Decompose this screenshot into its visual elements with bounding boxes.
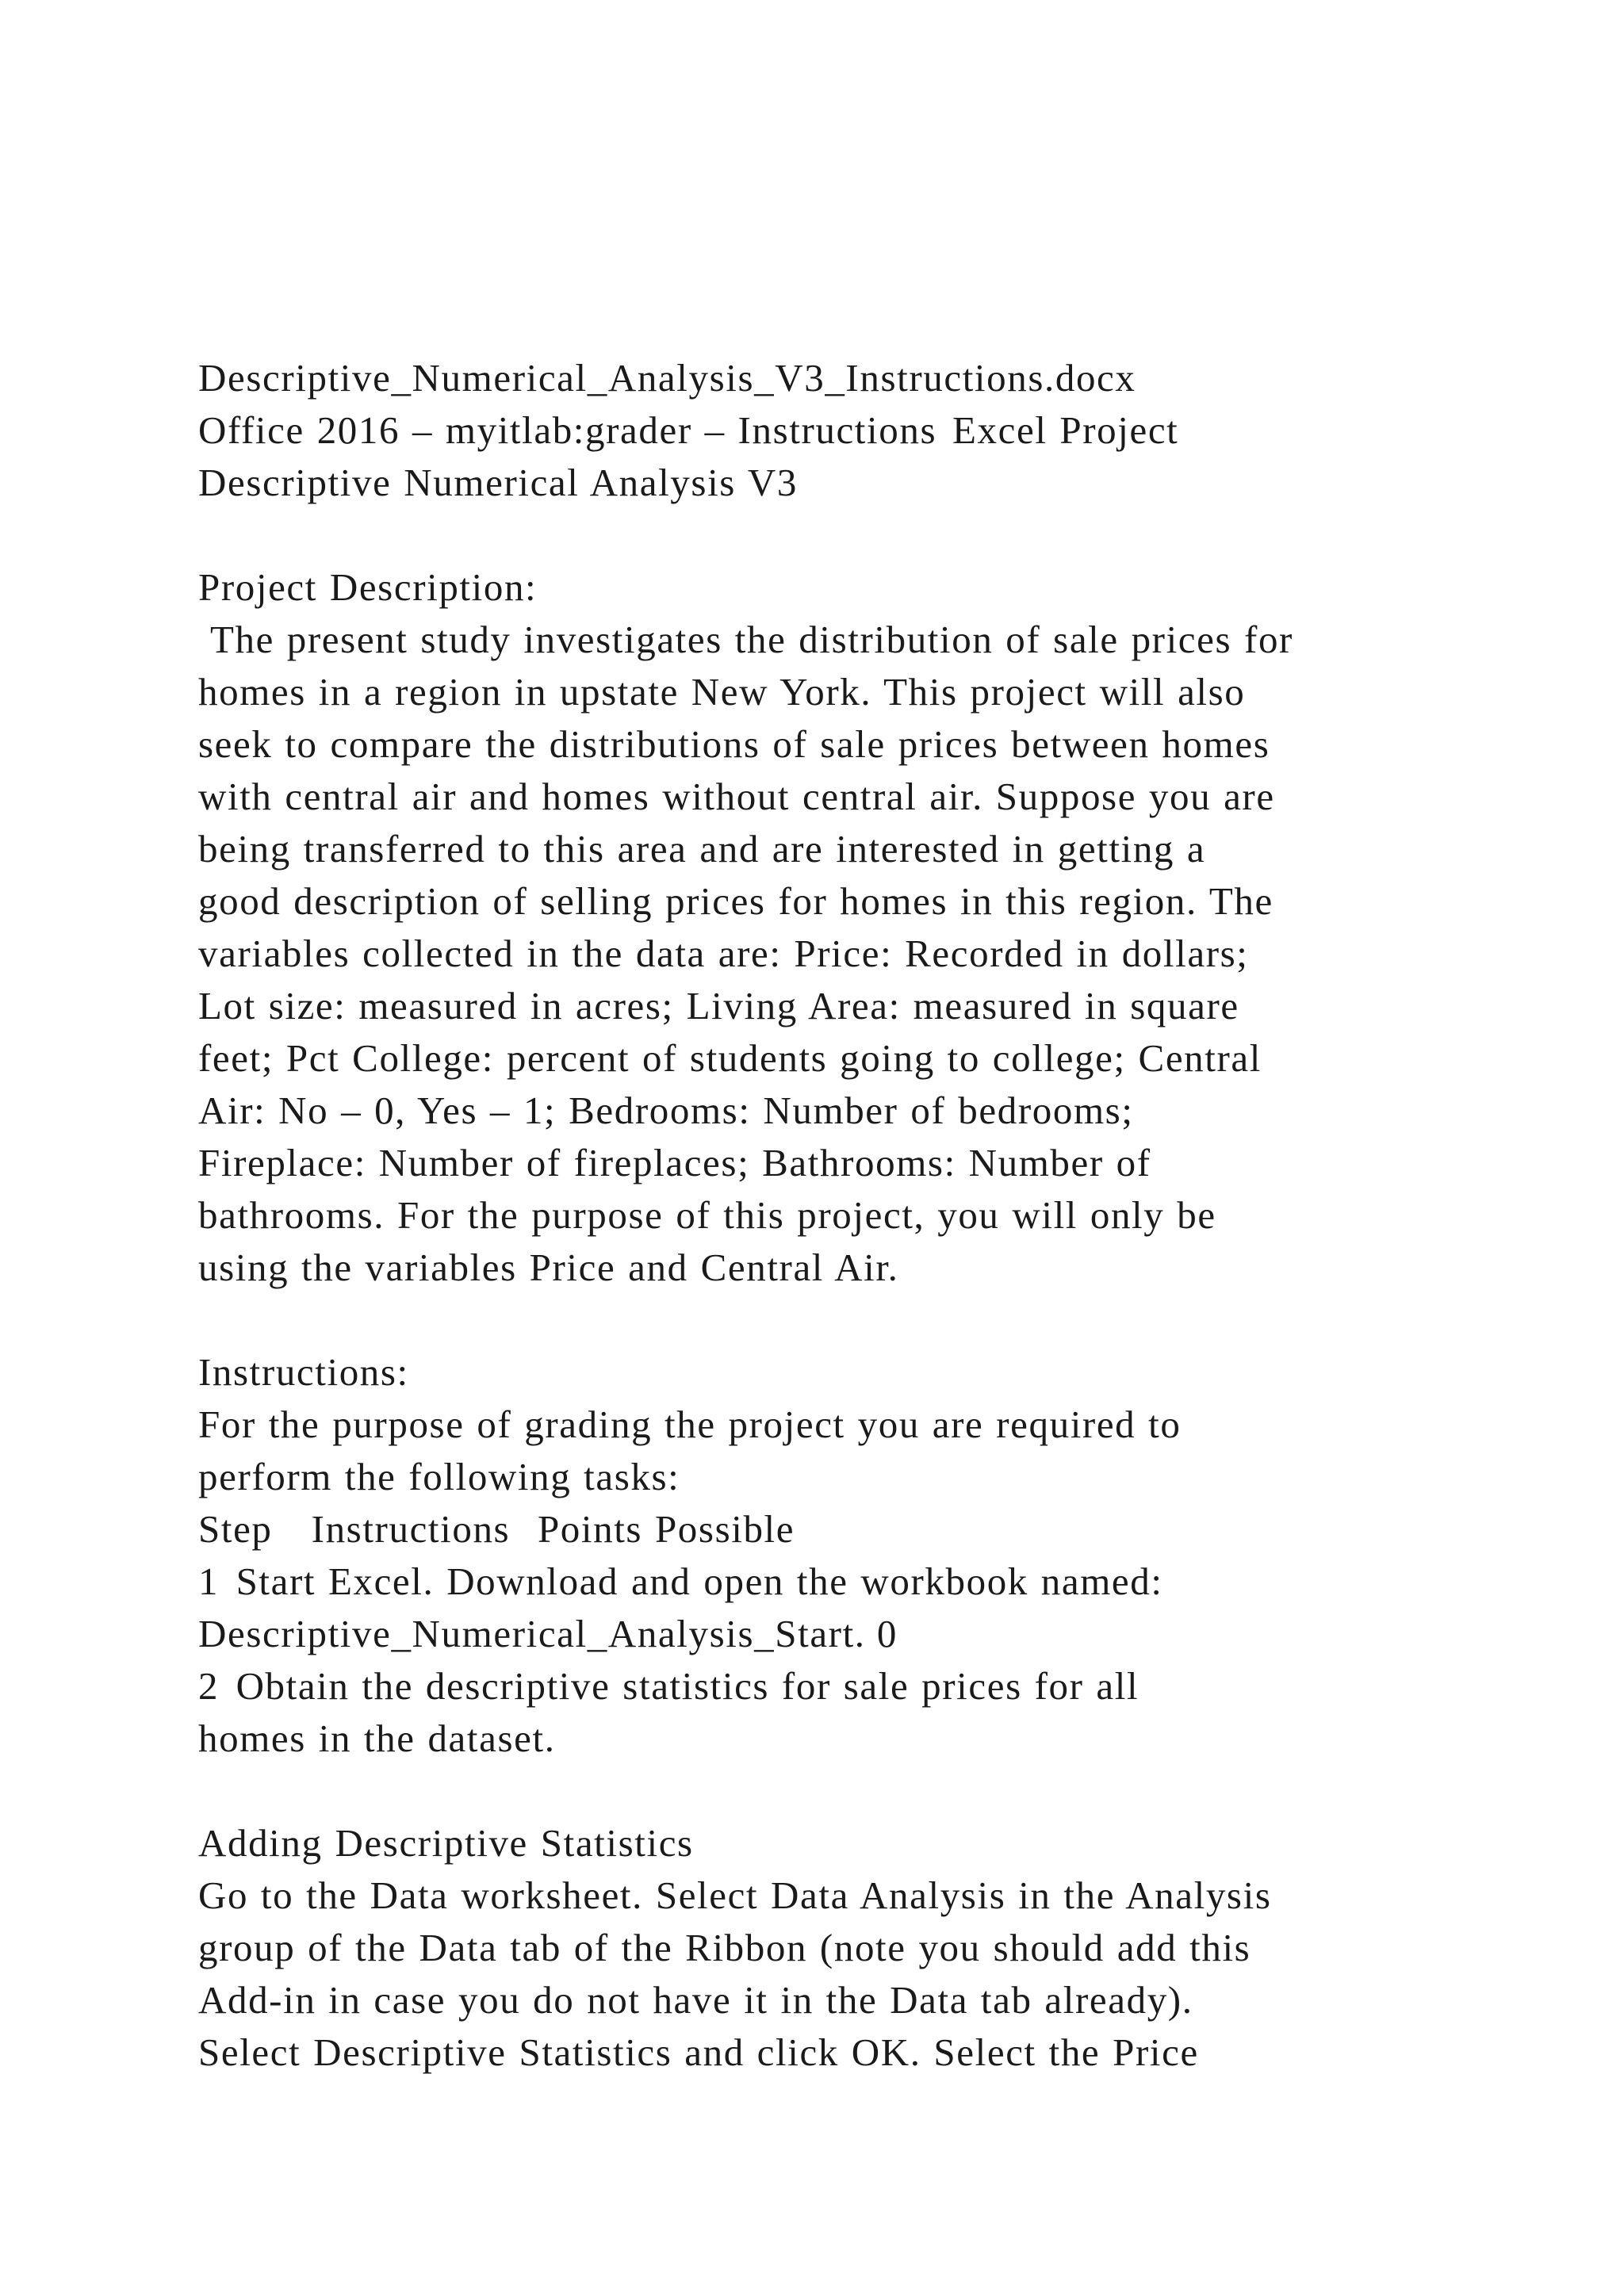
instructions-step-header: Step Instructions Points Possible	[198, 1507, 795, 1551]
instructions-text	[198, 1399, 1562, 1765]
adding-statistics-line: group of the Data tab of the Ribbon (note you should add this	[198, 1926, 1251, 1969]
project-description-text	[198, 614, 1562, 1294]
project-description-line: Lot size: measured in acres; Living Area: measured in square	[198, 984, 1239, 1027]
project-description-heading: Project Description:	[198, 565, 538, 609]
document-subtitle: Office 2016 – myitlab:grader – Instructions Excel Project	[198, 408, 1179, 452]
instructions-line: perform the following tasks:	[198, 1455, 680, 1498]
project-description-line: bathrooms. For the purpose of this project, you will only be	[198, 1193, 1216, 1237]
project-description-line: feet; Pct College: percent of students going to college; Central	[198, 1036, 1262, 1080]
project-description-line: good description of selling prices for homes in this region. The	[198, 879, 1274, 923]
document-filename: Descriptive_Numerical_Analysis_V3_Instructions.docx	[198, 356, 1136, 400]
instructions-step-2: 2 Obtain the descriptive statistics for sale prices for all	[198, 1664, 1139, 1708]
project-description-line: The present study investigates the distribution of sale prices for	[198, 618, 1293, 661]
instructions-step-1-cont: Descriptive_Numerical_Analysis_Start. 0	[198, 1612, 898, 1655]
project-description-line: homes in a region in upstate New York. This project will also	[198, 670, 1246, 714]
instructions-step-1: 1 Start Excel. Download and open the workbook named:	[198, 1559, 1163, 1603]
project-description-line: Fireplace: Number of fireplaces; Bathrooms: Number of	[198, 1141, 1151, 1184]
document-project-name: Descriptive Numerical Analysis V3	[198, 461, 798, 504]
spacer	[198, 1294, 1562, 1346]
adding-descriptive-statistics-text	[198, 1869, 1562, 2079]
instructions-line: For the purpose of grading the project you are required to	[198, 1402, 1182, 1446]
adding-statistics-line: Add-in in case you do not have it in the Data tab already).	[198, 1978, 1193, 2022]
project-description-line: being transferred to this area and are interested in getting a	[198, 827, 1206, 871]
document-body	[198, 352, 1562, 2079]
spacer	[198, 1765, 1562, 1817]
adding-statistics-line: Select Descriptive Statistics and click OK. Select the Price	[198, 2030, 1199, 2074]
project-description-line: with central air and homes without central air. Suppose you are	[198, 775, 1275, 818]
adding-descriptive-statistics-heading: Adding Descriptive Statistics	[198, 1821, 694, 1865]
spacer	[198, 509, 1562, 561]
instructions-step-2-cont: homes in the dataset.	[198, 1716, 556, 1760]
instructions-heading: Instructions:	[198, 1350, 409, 1394]
adding-statistics-line: Go to the Data worksheet. Select Data Analysis in the Analysis	[198, 1873, 1272, 1917]
project-description-line: Air: No – 0, Yes – 1; Bedrooms: Number of bedrooms;	[198, 1089, 1134, 1132]
project-description-line: using the variables Price and Central Air.	[198, 1246, 899, 1289]
project-description-line: seek to compare the distributions of sale prices between homes	[198, 722, 1270, 766]
project-description-line: variables collected in the data are: Price: Recorded in dollars;	[198, 932, 1249, 975]
